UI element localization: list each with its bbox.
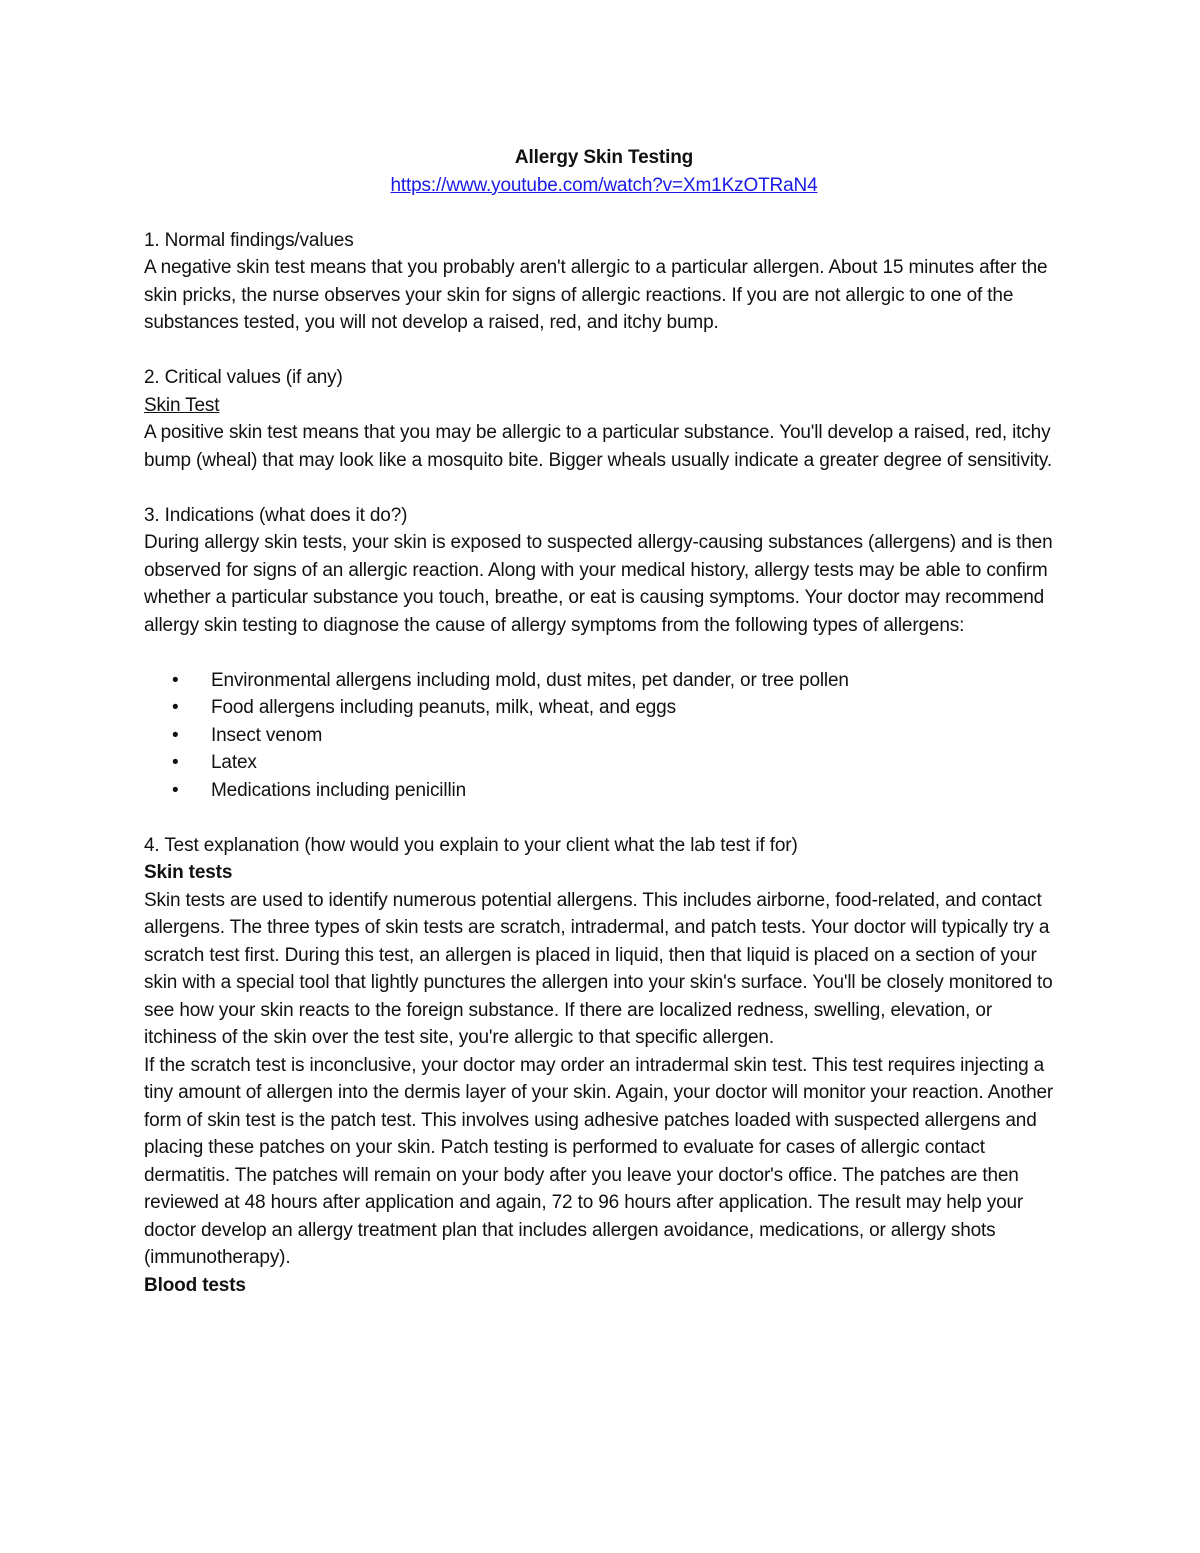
section-indications [144, 502, 1064, 805]
list-item-text: Food allergens including peanuts, milk, wheat, and eggs [211, 697, 676, 718]
bullet-icon: • [172, 752, 179, 773]
section-text: A negative skin test means that you probably aren't allergic to a particular allergen. About 15 minutes after the skin pricks, the nurse observes your skin for signs of allergic reactions. If you are not allergic to one of the substances tested, you will not develop a raised, red, and itchy bump. [144, 257, 1048, 333]
bullet-icon: • [172, 779, 179, 801]
section-heading: 4. Test explanation (how would you explain to your client what the lab test if for) [144, 834, 798, 856]
youtube-link[interactable]: https://www.youtube.com/watch?v=Xm1KzOTRaN4 [390, 174, 818, 196]
section-subheading: Blood tests [144, 1274, 246, 1296]
list-item [144, 777, 1064, 805]
section-heading: 3. Indications (what does it do?) [144, 504, 408, 526]
section-heading: 2. Critical values (if any) [144, 367, 343, 388]
section-test-explanation [144, 832, 1064, 1300]
document-title: Allergy Skin Testing [514, 147, 694, 168]
list-item-text: Latex [211, 752, 257, 773]
section-heading: 1. Normal findings/values [144, 229, 354, 251]
list-item [144, 694, 1064, 722]
section-text: A positive skin test means that you may be allergic to a particular substance. You'll develop a raised, red, itchy bump (wheal) that may look like a mosquito bite. Bigger wheals usually indicate a greater degree of sensitivity. [144, 422, 1052, 471]
section-text: If the scratch test is inconclusive, your doctor may order an intradermal skin test. This test requires injecting a tiny amount of allergen into the dermis layer of your skin. Again, your doctor will monitor your reaction. Another form of skin test is the patch test. This involves using adhesive patches loaded with suspected allergens and placing these patches on your skin. Patch testing is performed to evaluate for cases of allergic contact dermatitis. The patches will remain on your body after you leave your doctor's office. The patches are then reviewed at 48 hours after application and again, 72 to 96 hours after application. The result may help your doctor develop an allergy treatment plan that includes allergen avoidance, medications, or allergy shots (immunotherapy). [144, 1054, 1054, 1268]
list-item-text: Medications including penicillin [211, 779, 467, 801]
section-normal-findings [144, 227, 1064, 337]
bullet-icon: • [172, 669, 179, 691]
bullet-icon: • [172, 697, 179, 718]
list-item-text: Insect venom [211, 724, 323, 746]
list-item [144, 749, 1064, 777]
section-subheading: Skin Test [144, 394, 220, 416]
section-critical-values [144, 364, 1064, 474]
bullet-icon: • [172, 724, 179, 746]
spacer [144, 337, 1064, 365]
section-text: Skin tests are used to identify numerous potential allergens. This includes airborne, food-related, and contact allergens. The three types of skin tests are scratch, intradermal, and patch tests. Your doctor will typically try a scratch test first. During this test, an allergen is placed in liquid, then that liquid is placed on a section of your skin with a special tool that lightly punctures the allergen into your skin's surface. You'll be closely monitored to see how your skin reacts to the foreign substance. If there are localized redness, swelling, elevation, or itchiness of the skin over the test site, you're allergic to that specific allergen. [144, 889, 1053, 1048]
list-item-text: Environmental allergens including mold, dust mites, pet dander, or tree pollen [211, 669, 849, 691]
spacer [144, 804, 1064, 832]
list-item [144, 722, 1064, 750]
section-subheading: Skin tests [144, 862, 233, 883]
spacer [144, 199, 1064, 227]
list-item [144, 667, 1064, 695]
spacer [144, 474, 1064, 502]
allergen-list [144, 667, 1064, 805]
spacer [144, 639, 1064, 667]
document-body [144, 144, 1064, 1299]
section-text: During allergy skin tests, your skin is exposed to suspected allergy-causing substances (allergens) and is then observed for signs of an allergic reaction. Along with your medical history, allergy tests may be able to confirm whether a particular substance you touch, breathe, or eat is causing symptoms. Your doctor may recommend allergy skin testing to diagnose the cause of allergy symptoms from the following types of allergens: [144, 532, 1053, 636]
